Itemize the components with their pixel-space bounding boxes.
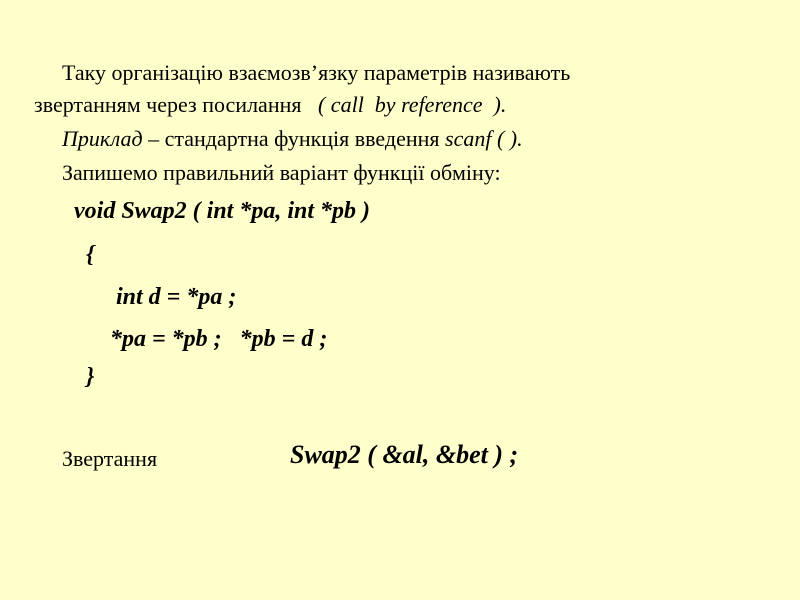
call-label: Звертання	[62, 446, 158, 471]
paragraph-line-1: Таку організацію взаємозв’язку параметрів називають	[62, 60, 571, 85]
code-line-3: int d = *pa ;	[116, 284, 237, 310]
code-line-5: }	[86, 364, 95, 390]
write-line: Запишемо правильний варіант функції обміну:	[62, 160, 501, 185]
example-line	[62, 126, 523, 152]
call-by-reference-note: ( call by reference ).	[317, 92, 507, 117]
code-line-1: void Swap2 ( int *pa, int *pb )	[74, 198, 371, 224]
example-text: – стандартна функція введення	[142, 126, 446, 151]
call-code: Swap2 ( &al, &bet ) ;	[290, 440, 519, 469]
code-line-4: *pa = *pb ; *pb = d ;	[110, 326, 328, 352]
code-line-2: {	[86, 242, 95, 268]
paragraph-line-2	[34, 92, 506, 118]
example-prefix: Приклад	[62, 126, 143, 151]
paragraph-line-2-text: звертанням через посилання	[34, 92, 302, 117]
example-function: scanf ( ).	[445, 126, 523, 151]
